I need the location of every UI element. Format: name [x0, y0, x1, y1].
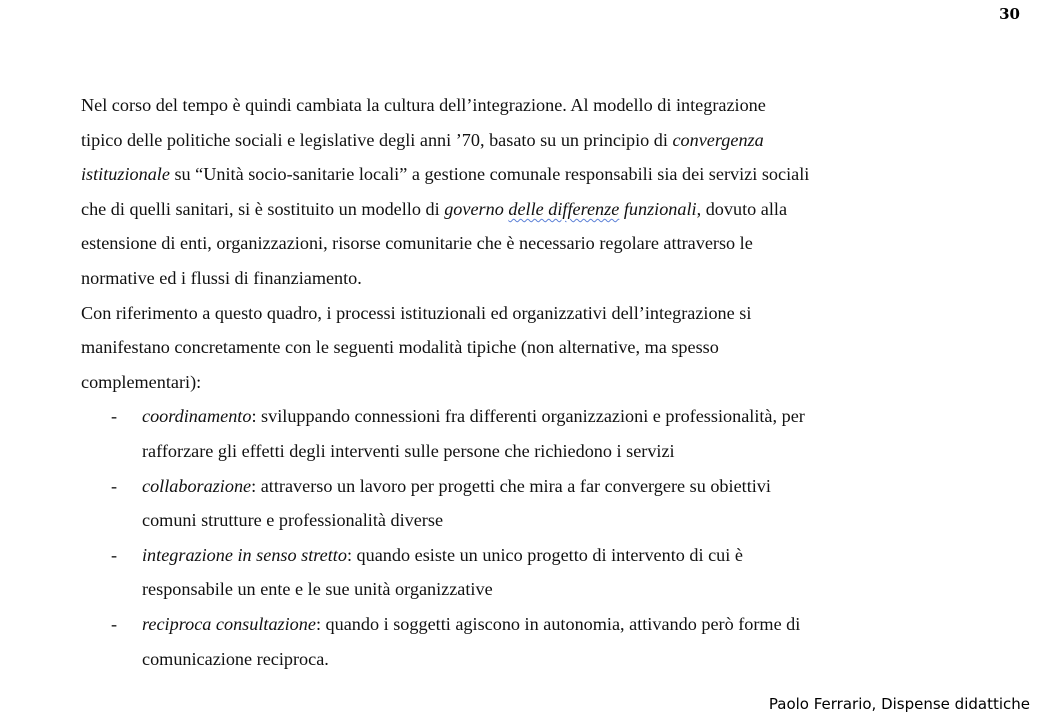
text-line: rafforzare gli effetti degli interventi sulle persone che richiedono i servizi	[142, 440, 675, 461]
text-line: responsabile un ente e le sue unità organizzative	[142, 579, 493, 600]
text-line: normative ed i flussi di finanziamento.	[81, 267, 362, 288]
text-line: manifestano concretamente con le seguenti modalità tipiche (non alternative, ma spesso	[81, 337, 719, 358]
paragraph-institutional-processes	[81, 300, 911, 404]
text-span: su “Unità socio-sanitarie locali” a gestione comunale responsabili sia dei servizi sociali	[169, 164, 810, 185]
text-line: Con riferimento a questo quadro, i processi istituzionali ed organizzativi dell’integrazione si	[81, 302, 752, 323]
italic-term: convergenza	[672, 129, 764, 150]
italic-term: funzionali	[619, 198, 697, 219]
italic-term: integrazione in senso stretto	[142, 544, 347, 565]
list-item	[81, 611, 911, 680]
document-body	[81, 92, 911, 680]
text-span: tipico delle politiche sociali e legislative degli anni ’70, basato su un principio di	[81, 129, 673, 150]
list-item	[81, 403, 911, 472]
text-span: : attraverso un lavoro per progetti che mira a far convergere su obiettivi	[251, 475, 771, 496]
italic-term: governo	[444, 198, 509, 219]
text-line	[81, 403, 911, 438]
paragraph-integration-culture	[81, 92, 911, 300]
page-number: 30	[999, 5, 1020, 23]
text-line	[81, 127, 911, 162]
list-item	[81, 473, 911, 542]
text-line	[81, 196, 911, 231]
bullet-dash: -	[111, 475, 118, 496]
italic-term: reciproca consultazione	[142, 613, 316, 634]
text-line: comuni strutture e professionalità diverse	[142, 510, 444, 531]
text-line: complementari):	[81, 371, 202, 392]
text-span: : quando esiste un unico progetto di intervento di cui è	[346, 544, 743, 565]
italic-term: istituzionale	[81, 164, 170, 185]
footer-credit: Paolo Ferrario, Dispense didattiche	[768, 695, 1030, 713]
text-line	[81, 473, 911, 508]
text-line: estensione di enti, organizzazioni, risorse comunitarie che è necessario regolare attraverso le	[81, 233, 753, 254]
spellcheck-underlined-text: delle differenze	[508, 198, 620, 219]
text-line: Nel corso del tempo è quindi cambiata la cultura dell’integrazione. Al modello di integrazione	[81, 95, 766, 115]
list-item	[81, 542, 911, 611]
text-span: : sviluppando connessioni fra differenti organizzazioni e professionalità, per	[251, 406, 805, 427]
text-line	[81, 161, 911, 196]
bullet-list	[81, 403, 911, 680]
text-span: : quando i soggetti agiscono in autonomia, attivando però forme di	[315, 613, 801, 634]
text-line	[81, 542, 911, 577]
text-line: comunicazione reciproca.	[142, 648, 329, 669]
text-span: che di quelli sanitari, si è sostituito un modello di	[81, 198, 445, 219]
italic-term: collaborazione	[142, 475, 252, 496]
bullet-dash: -	[111, 613, 118, 634]
bullet-dash: -	[111, 544, 118, 565]
bullet-dash: -	[111, 406, 118, 427]
text-line	[81, 611, 911, 646]
italic-term: coordinamento	[142, 406, 252, 427]
text-span: , dovuto alla	[696, 198, 788, 219]
